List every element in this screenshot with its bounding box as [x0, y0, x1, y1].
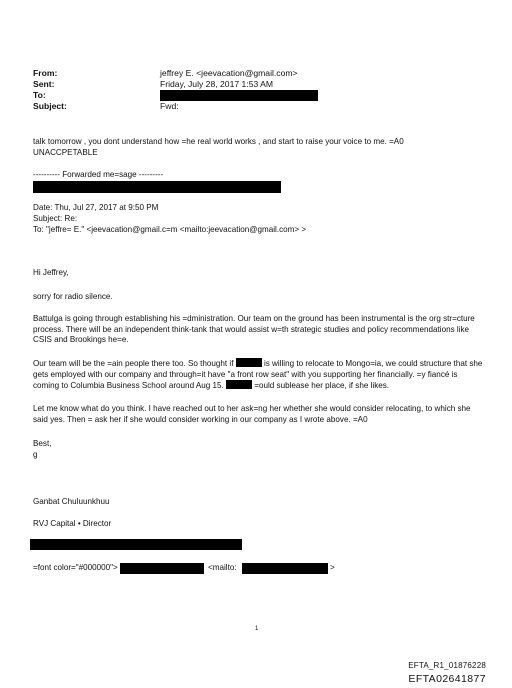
closing: Best,: [33, 439, 52, 448]
from-value: jeffrey E. <jeevacation@gmail.com>: [160, 68, 298, 78]
reply-line-1: talk tomorrow , you dont understand how =he real world works , and start to raise your voice to me. =A0: [33, 137, 404, 146]
greeting: Hi Jeffrey,: [33, 268, 69, 277]
redaction-to: [160, 90, 318, 101]
para2-part-a: Our team will be the =ain people there too. So thought if: [33, 359, 234, 368]
redaction-name-1: [236, 358, 262, 367]
bates-number-large: EFTA02641877: [408, 673, 486, 685]
para2-part-c: =ould sublease her place, if she likes.: [254, 381, 390, 391]
redaction-signature: [30, 539, 242, 550]
sender-initial: g: [33, 450, 38, 459]
to-label: To:: [33, 90, 46, 100]
font-tag-text: =font color="#000000">: [33, 563, 118, 572]
fwd-date: Date: Thu, Jul 27, 2017 at 9:50 PM: [33, 203, 159, 212]
subject-label: Subject:: [33, 101, 67, 111]
forward-marker: ---------- Forwarded me=sage ---------: [33, 170, 164, 179]
redaction-name-2: [226, 380, 252, 389]
mailto-text: <mailto:: [208, 563, 237, 572]
redaction-footer-2: [242, 563, 328, 574]
paragraph-administration: Battulga is going through establishing his =dministration. Our team on the ground has been instrumental is the org str=cture process. There will be an independent think-tank that would assist w=th strategic studies and policy recommendations like CSIS and Brookings he=e.: [33, 314, 475, 345]
para2-part-b: is willing to relocate to Mongo=ia, we could structure that she gets employed with our company and through=it have "a front row seat" with you supporting her financially. =y fiancé is coming to Columbia Business School around Aug 15.: [33, 359, 483, 391]
subject-value: Fwd:: [160, 101, 179, 111]
signature-title: RVJ Capital • Director: [33, 519, 112, 528]
signature-name: Ganbat Chuluunkhuu: [33, 497, 110, 506]
sent-label: Sent:: [33, 79, 55, 89]
fwd-subject: Subject: Re:: [33, 214, 78, 223]
bates-number-small: EFTA_R1_01876228: [408, 661, 486, 670]
redaction-forward-from: [33, 181, 281, 193]
apology: sorry for radio silence.: [33, 292, 113, 301]
fwd-to: To: "jeffre= E." <jeevacation@gmail.c=m <mailto:jeevacation@gmail.com> >: [33, 225, 307, 234]
from-label: From:: [33, 68, 58, 78]
close-bracket: >: [330, 563, 335, 572]
paragraph-relocation: [33, 358, 485, 392]
reply-line-2: UNACCPETABLE: [33, 148, 98, 157]
paragraph-followup: Let me know what do you think. I have reached out to her ask=ng her whether she would consider relocating, to which she said yes. Then = ask her if she would consider working in our company as I wrote above. =A0: [33, 404, 471, 424]
sent-value: Friday, July 28, 2017 1:53 AM: [160, 79, 274, 89]
page-number: 1: [255, 626, 259, 632]
redaction-footer-1: [120, 563, 204, 574]
